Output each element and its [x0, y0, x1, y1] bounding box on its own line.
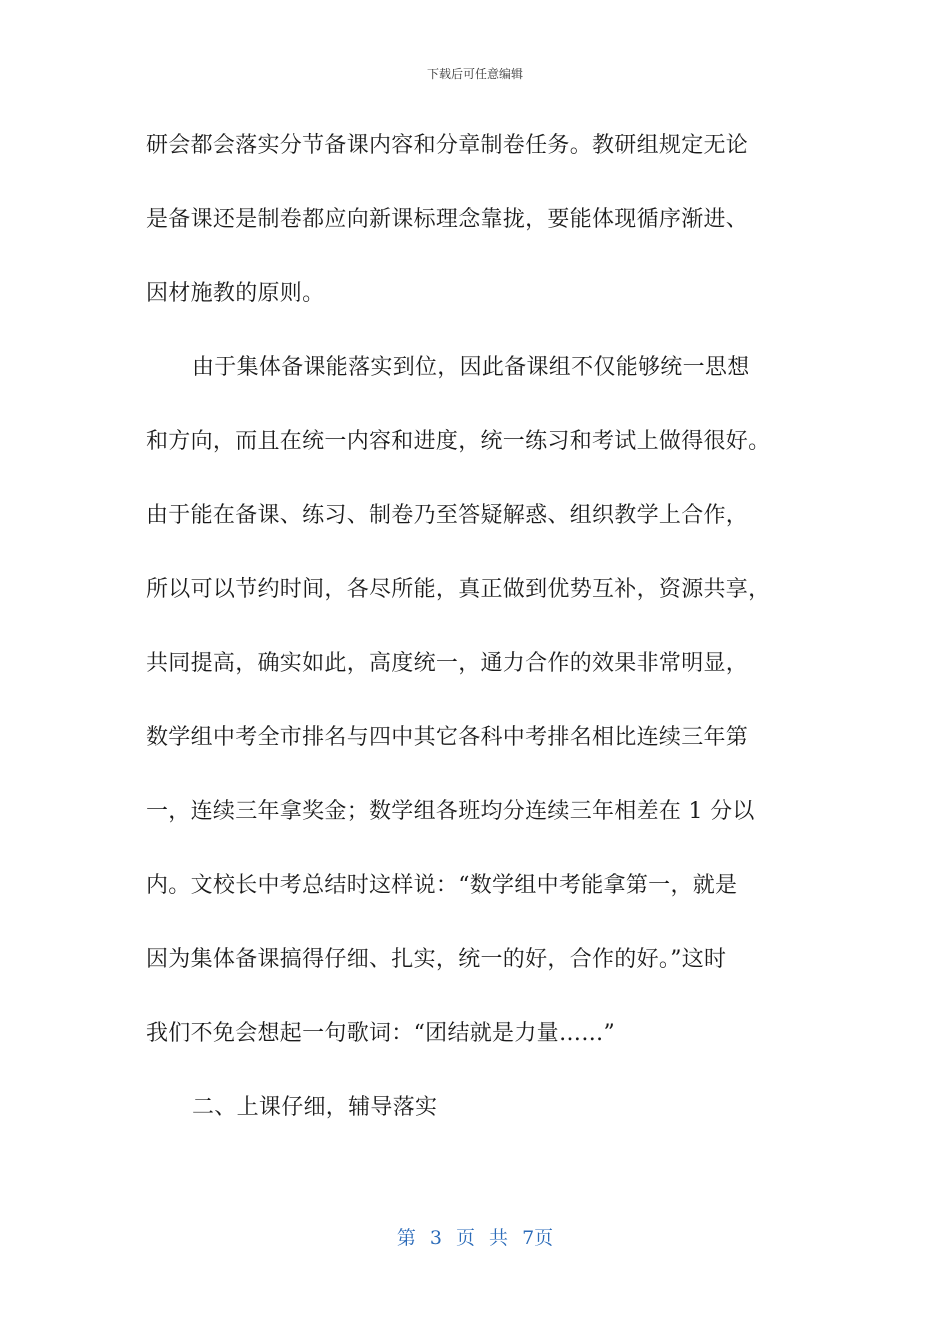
text-line: 内。文校长中考总结时这样说：“数学组中考能拿第一，就是: [146, 873, 738, 898]
text-line: 数学组中考全市排名与四中其它各科中考排名相比连续三年第: [146, 725, 749, 750]
text-line: 我们不免会想起一句歌词：“团结就是力量……”: [146, 1021, 616, 1046]
text-line: 因为集体备课搞得仔细、扎实，统一的好，合作的好。”这时: [146, 947, 727, 972]
section-heading: 二、上课仔细，辅导落实: [192, 1095, 438, 1120]
text-line: 和方向，而且在统一内容和进度，统一练习和考试上做得很好。: [146, 429, 771, 454]
paragraph-start-line: 由于集体备课能落实到位，因此备课组不仅能够统一思想: [192, 355, 750, 380]
document-body: [146, 122, 812, 1158]
text-line: 由于能在备课、练习、制卷乃至答疑解惑、组织教学上合作，: [146, 503, 749, 528]
text-line: 是备课还是制卷都应向新课标理念靠拢，要能体现循序渐进、: [146, 207, 749, 232]
text-line: 一，连续三年拿奖金；数学组各班均分连续三年相差在 1 分以: [146, 799, 755, 824]
text-line: 共同提高，确实如此，高度统一，通力合作的效果非常明显，: [146, 651, 749, 676]
text-line: 所以可以节约时间，各尽所能，真正做到优势互补，资源共享，: [146, 577, 771, 602]
page-number: 第 3 页 共 7页: [396, 1227, 554, 1249]
page-header-note: 下载后可任意编辑: [426, 67, 523, 81]
text-line: 因材施教的原则。: [146, 281, 325, 306]
text-line: 研会都会落实分节备课内容和分章制卷任务。教研组规定无论: [146, 133, 749, 158]
